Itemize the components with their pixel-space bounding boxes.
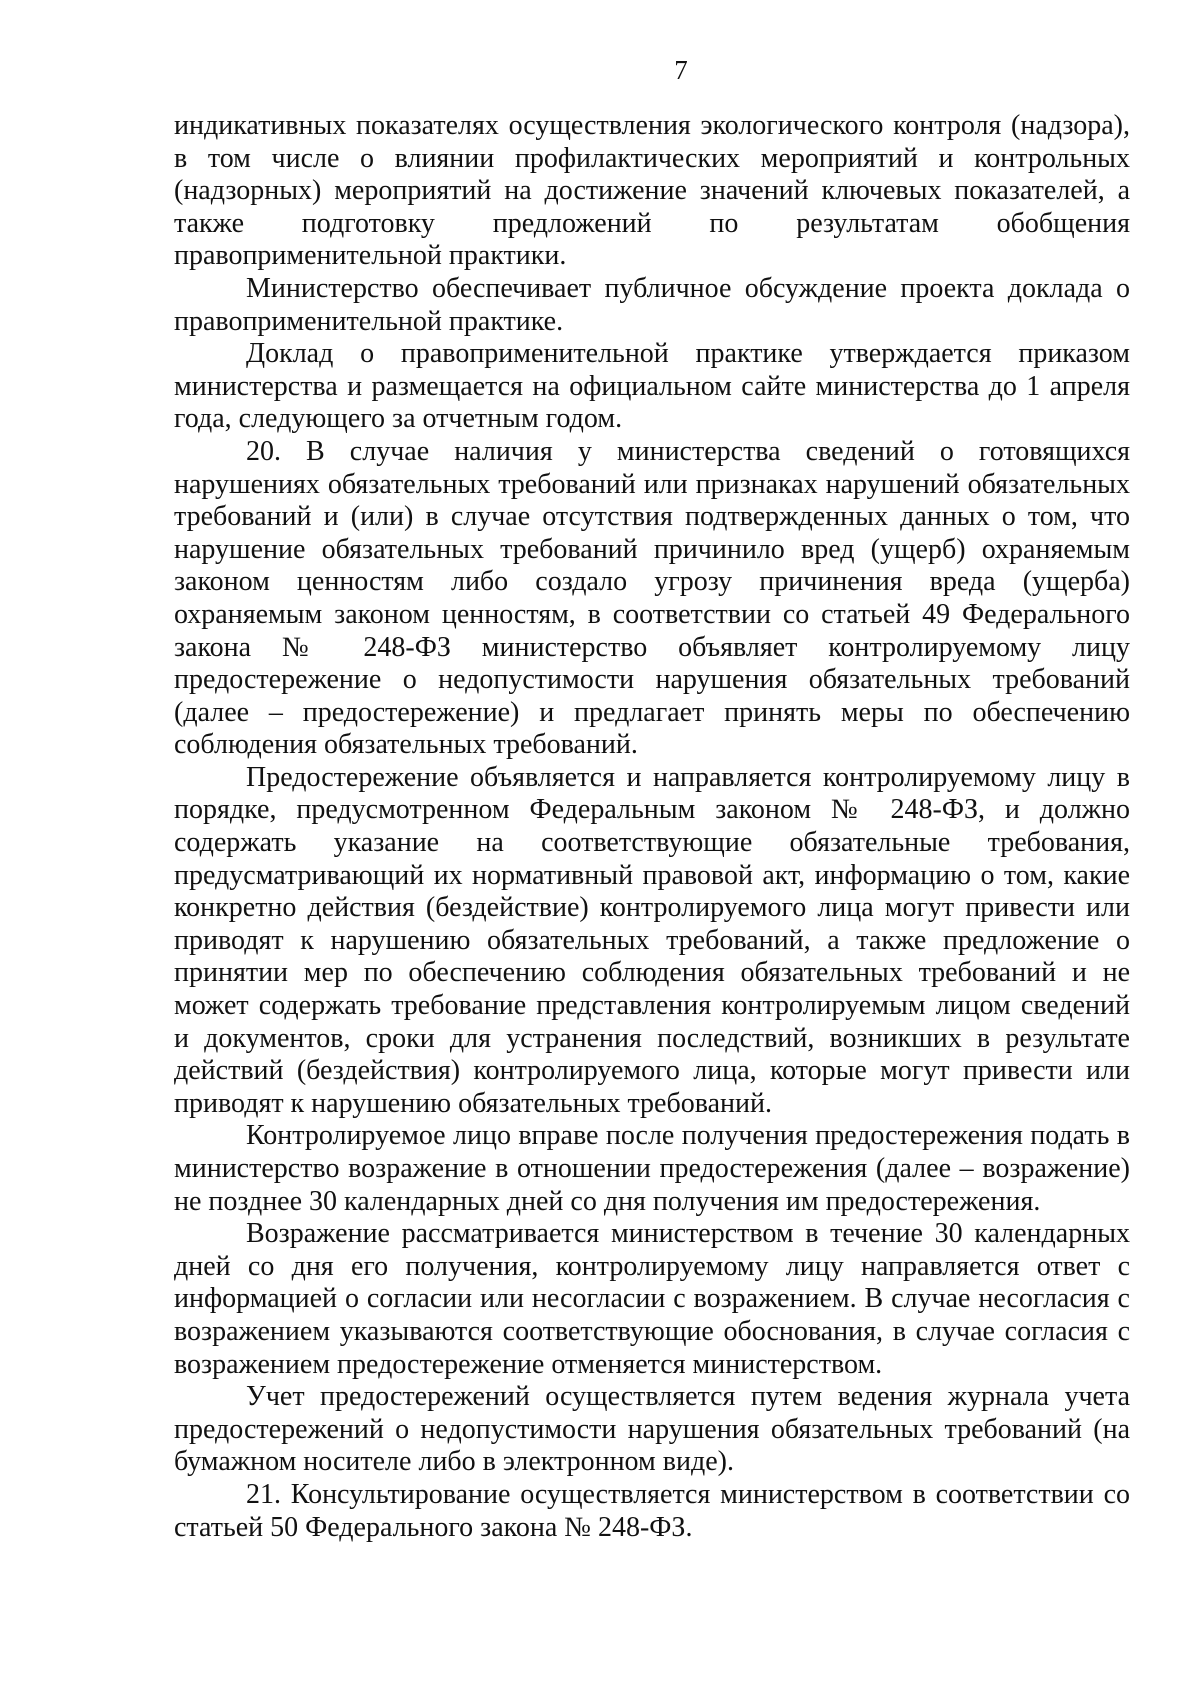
paragraph: Возражение рассматривается министерством в течение 30 календарных дней со дня его получения, контролируемому лицу направляется ответ с информацией о согласии или несогласии с возражением. В случае несогласия с возражением указываются соответствующие обоснования, в случае согласия с возражением предостережение отменяется министерством. xyxy=(174,1218,1130,1380)
document-body xyxy=(174,110,1130,1544)
paragraph: Министерство обеспечивает публичное обсуждение проекта доклада о правоприменительной практике. xyxy=(174,272,1130,337)
paragraph: 20. В случае наличия у министерства сведений о готовящихся нарушениях обязательных требований или признаках нарушений обязательных требований и (или) в случае отсутствия подтвержденных данных о том, что нарушение обязательных требований причинило вред (ущерб) охраняемым законом ценностям либо создало угрозу причинения вреда (ущерба) охраняемым законом ценностям, в соответствии со статьей 49 Федерального закона № 248-ФЗ министерство объявляет контролируемому лицу предостережение о недопустимости нарушения обязательных требований (далее – предостережение) и предлагает принять меры по обеспечению соблюдения обязательных требований. xyxy=(174,435,1130,761)
page-number: 7 xyxy=(674,55,688,85)
paragraph: 21. Консультирование осуществляется министерством в соответствии со статьей 50 Федерального закона № 248-ФЗ. xyxy=(174,1478,1130,1543)
paragraph: Предостережение объявляется и направляется контролируемому лицу в порядке, предусмотренном Федеральным законом № 248-ФЗ, и должно содержать указание на соответствующие обязательные требования, предусматривающий их нормативный правовой акт, информацию о том, какие конкретно действия (бездействие) контролируемого лица могут привести или приводят к нарушению обязательных требований, а также предложение о принятии мер по обеспечению соблюдения обязательных требований и не может содержать требование представления контролируемым лицом сведений и документов, сроки для устранения последствий, возникших в результате действий (бездействия) контролируемого лица, которые могут привести или приводят к нарушению обязательных требований. xyxy=(174,761,1130,1119)
paragraph: Учет предостережений осуществляется путем ведения журнала учета предостережений о недопустимости нарушения обязательных требований (на бумажном носителе либо в электронном виде). xyxy=(174,1381,1130,1478)
paragraph: Доклад о правоприменительной практике утверждается приказом министерства и размещается на официальном сайте министерства до 1 апреля года, следующего за отчетным годом. xyxy=(174,338,1130,435)
paragraph: индикативных показателях осуществления экологического контроля (надзора), в том числе о влиянии профилактических мероприятий и контрольных (надзорных) мероприятий на достижение значений ключевых показателей, а также подготовку предложений по результатам обобщения правоприменительной практики. xyxy=(174,110,1130,272)
paragraph: Контролируемое лицо вправе после получения предостережения подать в министерство возражение в отношении предостережения (далее – возражение) не позднее 30 календарных дней со дня получения им предостережения. xyxy=(174,1120,1130,1217)
